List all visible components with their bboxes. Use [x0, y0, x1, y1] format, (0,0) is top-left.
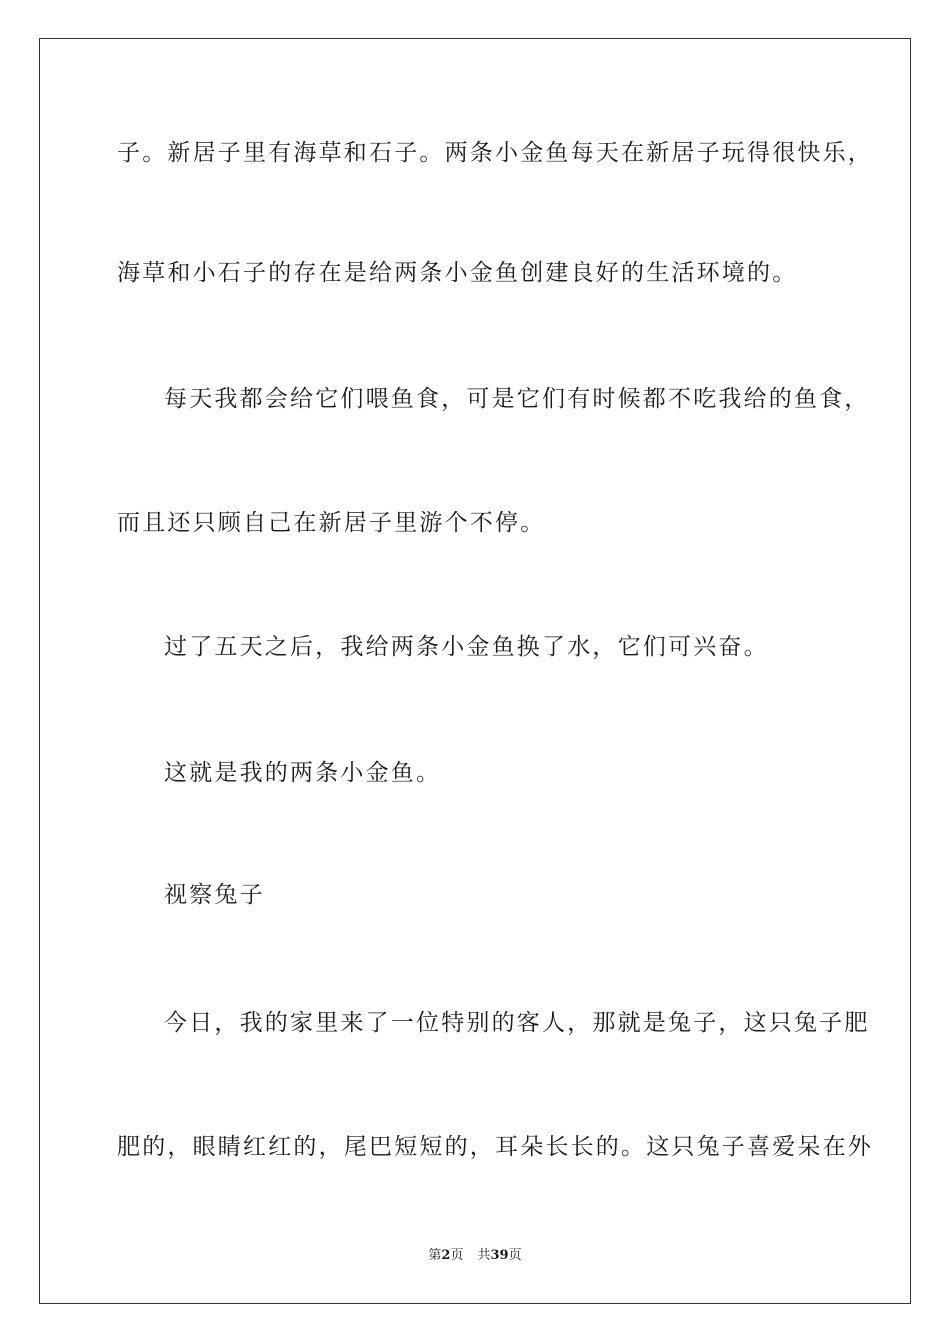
text-line-5: 过了五天之后，我给两条小金鱼换了水，它们可兴奋。: [164, 634, 769, 660]
total-prefix: 共: [477, 1248, 491, 1263]
text-line-3: 每天我都会给它们喂鱼食，可是它们有时候都不吃我给的鱼食，: [164, 386, 870, 412]
text-line-1: 子。新居子里有海草和石子。两条小金鱼每天在新居子玩得很快乐，: [117, 140, 873, 166]
text-line-8: 今日，我的家里来了一位特别的客人，那就是兔子，这只兔子肥: [164, 1010, 870, 1036]
total-pages: 39: [490, 1248, 509, 1263]
page-border: [39, 38, 911, 1304]
page-number: 2: [441, 1248, 451, 1263]
page-footer: [0, 1248, 950, 1264]
text-line-6: 这就是我的两条小金鱼。: [164, 760, 442, 786]
total-suffix: 页: [508, 1248, 522, 1263]
text-line-4: 而且还只顾自己在新居子里游个不停。: [117, 510, 546, 536]
page-suffix: 页: [450, 1248, 464, 1263]
text-line-2: 海草和小石子的存在是给两条小金鱼创建良好的生活环境的。: [117, 260, 798, 286]
section-heading: 视察兔子: [164, 882, 265, 908]
page-prefix: 第: [428, 1248, 442, 1263]
text-line-9: 肥的，眼睛红红的，尾巴短短的，耳朵长长的。这只兔子喜爱呆在外: [117, 1134, 873, 1160]
